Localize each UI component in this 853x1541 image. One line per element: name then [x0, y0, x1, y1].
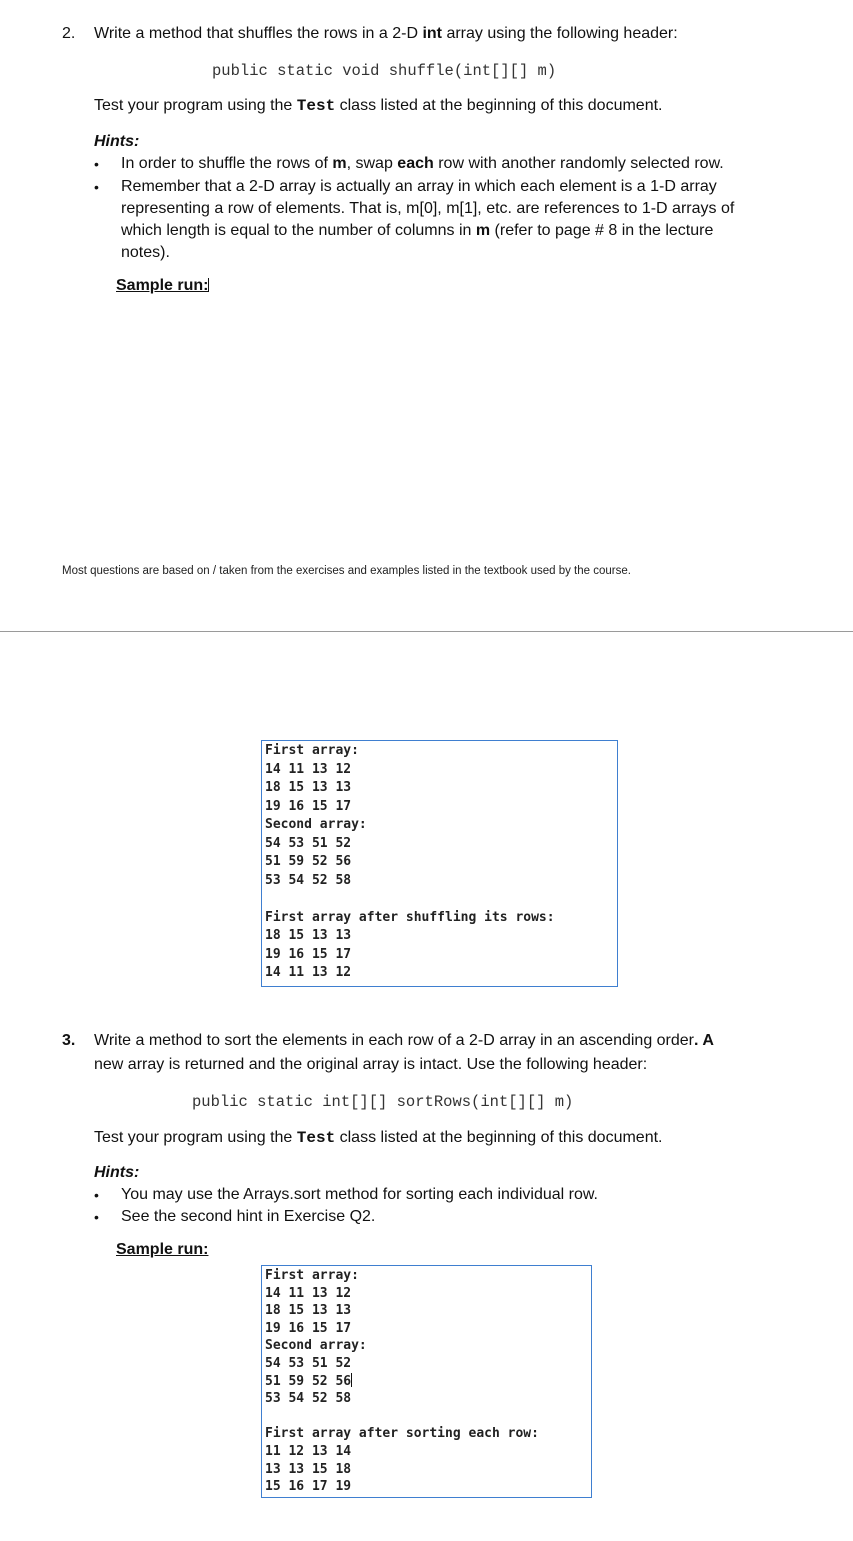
q3-hint2-text: See the second hint in Exercise Q2. [121, 1208, 376, 1225]
console-line: 19 16 15 17 [265, 946, 352, 962]
q2-test-class: Test [296, 97, 336, 115]
console-line: Second array: [265, 817, 367, 832]
q2-intro-text-end: array using the following header: [442, 25, 678, 42]
console-line: 13 13 15 18 [265, 1461, 352, 1477]
q3-sample-run-label: Sample run: [116, 1241, 209, 1258]
q3-method-header: public static int[][] sortRows(int[][] m) [192, 1093, 574, 1111]
q2-intro [94, 24, 678, 44]
bullet-icon: • [94, 156, 99, 172]
q2-hint2-line1: Remember that a 2-D array is actually an array in which each element is a 1-D array [121, 178, 717, 195]
q2-hint1-text3: row with another randomly selected row. [433, 155, 724, 172]
console-line: 14 11 13 12 [265, 965, 352, 980]
q3-test-class: Test [296, 1129, 336, 1147]
q3-intro-line1 [94, 1031, 714, 1051]
q2-intro-keyword: int [422, 25, 442, 42]
console-line: 18 15 13 13 [265, 780, 352, 795]
console-line: First array: [265, 1268, 359, 1283]
bullet-icon: • [94, 1209, 99, 1225]
q2-hint-1 [94, 154, 794, 174]
q3-test-text-end: class listed at the beginning of this document. [335, 1129, 663, 1146]
console-line: 53 54 52 58 [265, 872, 352, 888]
console-line: 18 15 13 13 [265, 928, 352, 943]
q2-hint1-each: each [397, 155, 434, 172]
text-cursor [351, 1373, 352, 1387]
q3-intro-text-end: . A [694, 1032, 714, 1049]
page-break-divider [0, 631, 853, 632]
console-line: 51 59 52 56 [265, 854, 352, 869]
q3-number: 3. [62, 1032, 76, 1049]
q2-hint2-line3-end: (refer to page # 8 in the lecture [490, 222, 714, 239]
q3-hint1-text: You may use the Arrays.sort method for sorting each individual row. [121, 1186, 598, 1203]
console-line [265, 890, 617, 909]
console-line: Second array: [265, 1338, 367, 1354]
q2-test-line [94, 96, 662, 116]
q2-hint2-line3-text: which length is equal to the number of columns in [121, 222, 476, 239]
q2-method-header: public static void shuffle(int[][] m) [212, 62, 557, 80]
q2-hint2-line3 [121, 221, 713, 241]
q2-test-text-end: class listed at the beginning of this document. [335, 97, 663, 114]
q3-test-line [94, 1128, 662, 1148]
console-line: First array after sorting each row: [265, 1426, 539, 1442]
console-line: 19 16 15 17 [265, 1320, 352, 1336]
q2-sample-run-text: Sample run: [116, 277, 209, 294]
console-line: 18 15 13 13 [265, 1303, 352, 1319]
text-cursor [208, 278, 209, 292]
q2-hint-2 [94, 177, 794, 265]
q2-hint2-line3-m: m [475, 222, 491, 239]
console-line: First array: [265, 743, 359, 758]
q2-number: 2. [62, 25, 76, 42]
q3-test-text: Test your program using the [94, 1129, 297, 1146]
console-line: 19 16 15 17 [265, 798, 352, 814]
q2-hint1-m: m [332, 155, 347, 172]
console-line: 15 16 17 19 [265, 1479, 352, 1495]
console-line: 53 54 52 58 [265, 1391, 352, 1407]
console-line: First array after shuffling its rows: [265, 909, 555, 925]
q2-sample-run-label [116, 276, 209, 296]
q2-hint1-text2: , swap [346, 155, 398, 172]
page-footer: Most questions are based on / taken from the exercises and examples listed in the textbook used by the course. [62, 565, 631, 577]
console-line-text: 51 59 52 56 [265, 1373, 352, 1389]
bullet-icon: • [94, 1187, 99, 1203]
sample-run-console-2 [261, 1265, 592, 1498]
q2-intro-text: Write a method that shuffles the rows in a 2-D [94, 25, 423, 42]
bullet-icon: • [94, 179, 99, 195]
q3-intro-text: Write a method to sort the elements in each row of a 2-D array in an ascending order [94, 1032, 695, 1049]
q2-hint2-line2: representing a row of elements. That is, m[0], m[1], etc. are references to 1-D arrays of [121, 200, 735, 217]
console-line: 54 53 51 52 [265, 835, 352, 851]
q2-hint2-line4: notes). [121, 244, 170, 261]
q3-hint-2 [94, 1207, 794, 1227]
sample-run-console-1 [261, 740, 618, 987]
console-line [265, 1373, 591, 1391]
console-line: 14 11 13 12 [265, 1285, 352, 1301]
console-line: 14 11 13 12 [265, 761, 352, 777]
console-line: 54 53 51 52 [265, 1355, 352, 1371]
console-line: 11 12 13 14 [265, 1443, 352, 1459]
q2-hints-label: Hints: [94, 133, 140, 150]
q3-hint-1 [94, 1185, 794, 1205]
q3-hints-label: Hints: [94, 1164, 140, 1181]
console-line [265, 1408, 591, 1426]
q2-hint1-text: In order to shuffle the rows of [121, 155, 333, 172]
q3-intro-line2: new array is returned and the original array is intact. Use the following header: [94, 1056, 648, 1073]
q2-test-text: Test your program using the [94, 97, 297, 114]
